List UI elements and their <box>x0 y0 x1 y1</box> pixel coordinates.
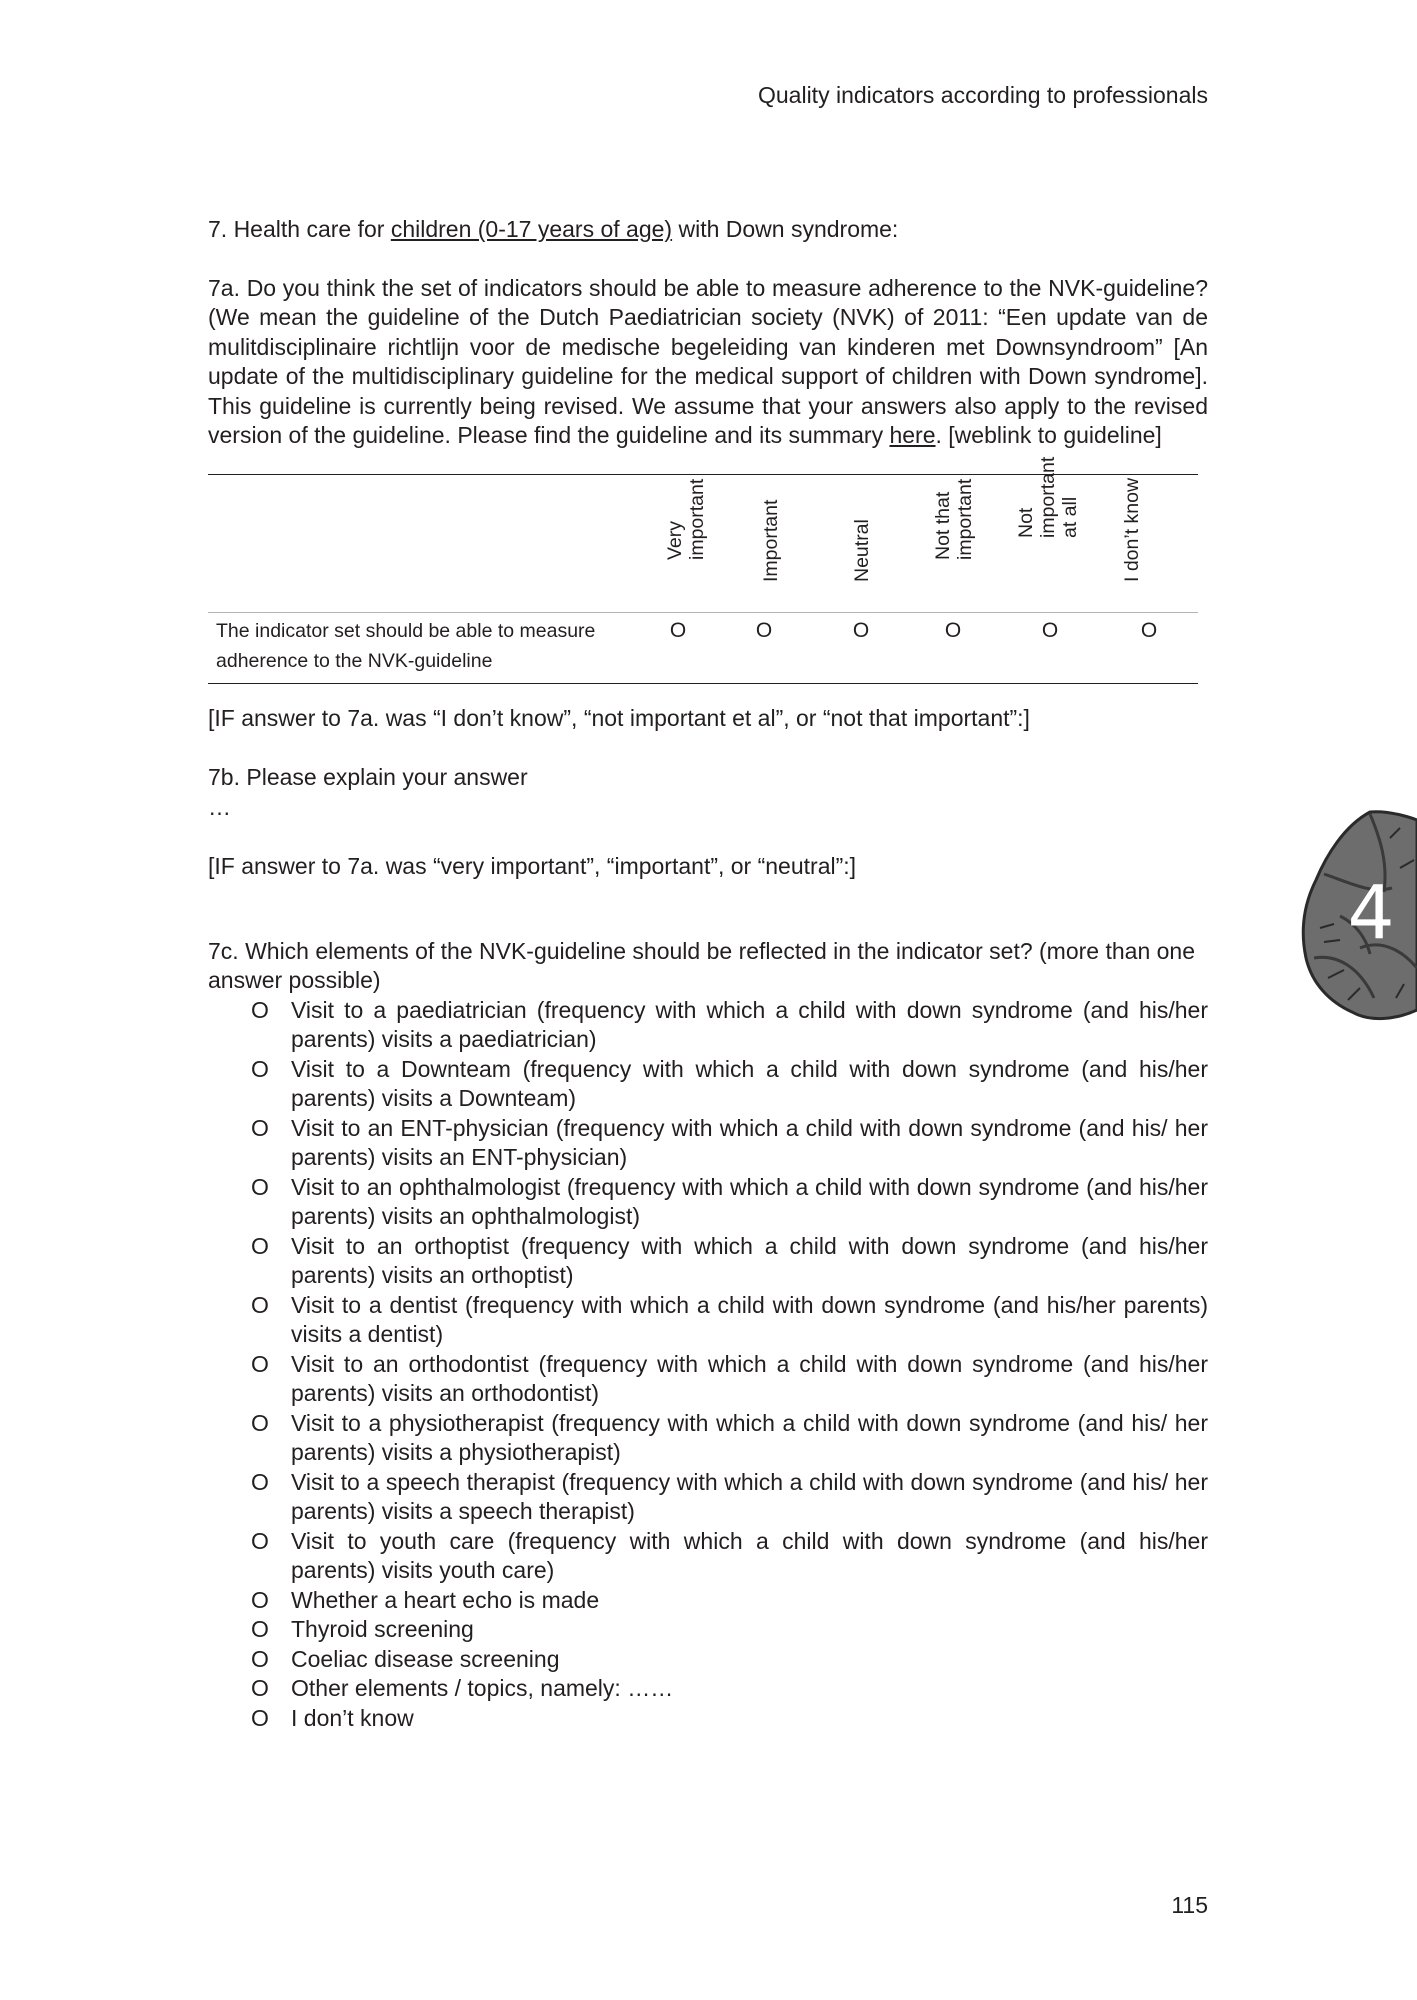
radio-not-that-important[interactable]: O <box>944 618 962 642</box>
chapter-tab <box>1300 808 1417 1023</box>
question-7-title: 7. Health care for children (0-17 years of age) with Down syndrome: <box>208 216 899 242</box>
condition-note-1: [IF answer to 7a. was “I don’t know”, “not important et al”, or “not that important”:] <box>208 704 1030 731</box>
list-item[interactable]: O Visit to a paediatrician (frequency with which a child with down syndrome (and his/her parents) visits a paediatrician) <box>251 996 1208 1052</box>
page-number: 115 <box>1171 1892 1208 1918</box>
radio-neutral[interactable]: O <box>852 618 870 642</box>
column-header: Not important at all <box>1015 456 1081 538</box>
checkbox-marker[interactable]: O <box>251 1055 269 1082</box>
checkbox-marker[interactable]: O <box>251 1468 269 1495</box>
checkbox-marker[interactable]: O <box>251 1291 269 1318</box>
list-item[interactable]: O Coeliac disease screening <box>208 1645 1208 1675</box>
answer-field-7b[interactable]: … <box>208 793 233 820</box>
table-divider <box>208 612 1198 613</box>
list-item[interactable]: O Other elements / topics, namely: …… <box>208 1674 1208 1704</box>
checkbox-marker[interactable]: O <box>251 1586 269 1613</box>
checkbox-marker[interactable]: O <box>251 996 269 1023</box>
list-item[interactable]: O Visit to a dentist (frequency with which a child with down syndrome (and his/her parents) visits a dentist) <box>251 1291 1208 1347</box>
checkbox-marker[interactable]: O <box>251 1173 269 1200</box>
list-item[interactable]: O Visit to a Downteam (frequency with which a child with down syndrome (and his/her parents) visits a Downteam) <box>251 1055 1208 1111</box>
guideline-link[interactable]: here <box>889 422 936 448</box>
column-header: I don’t know <box>1121 477 1143 582</box>
checkbox-marker[interactable]: O <box>251 1616 269 1642</box>
list-item[interactable]: O Visit to an ophthalmologist (frequency with which a child with down syndrome (and his/her parents) visits an ophthalmologist) <box>251 1173 1208 1229</box>
questionnaire-content <box>208 215 1208 1733</box>
question-7c-text: 7c. Which elements of the NVK-guideline should be reflected in the indicator set? (more than one answer possible) <box>208 937 1196 993</box>
column-header: Not that important <box>932 478 976 560</box>
checkbox-marker[interactable]: O <box>251 1675 269 1701</box>
radio-dont-know[interactable]: O <box>1140 618 1158 642</box>
column-header: Neutral <box>851 518 873 582</box>
running-header: Quality indicators according to professionals <box>757 82 1208 108</box>
option-list-7c <box>208 996 1208 1734</box>
condition-note-2: [IF answer to 7a. was “very important”, “important”, or “neutral”:] <box>208 853 857 879</box>
list-item[interactable]: O Visit to an orthodontist (frequency with which a child with down syndrome (and his/her parents) visits an orthodontist) <box>251 1350 1208 1406</box>
list-item[interactable]: O Visit to a physiotherapist (frequency with which a child with down syndrome (and his/ her parents) visits a physiotherapist) <box>251 1409 1208 1465</box>
list-item[interactable]: O Thyroid screening <box>208 1615 1208 1645</box>
list-item[interactable]: O Visit to a speech therapist (frequency with which a child with down syndrome (and his/ her parents) visits a speech therapist) <box>251 1468 1208 1524</box>
column-header: Important <box>760 499 782 582</box>
table-row-label: The indicator set should be able to measure adherence to the NVK-guideline <box>216 619 596 672</box>
checkbox-marker[interactable]: O <box>251 1527 269 1554</box>
checkbox-marker[interactable]: O <box>251 1704 269 1731</box>
list-item[interactable]: O Whether a heart echo is made <box>208 1586 1208 1616</box>
checkbox-marker[interactable]: O <box>251 1232 269 1259</box>
question-7a-text: 7a. Do you think the set of indicators should be able to measure adherence to the NVK-guideline? (We mean the guideline of the Dutch Paediatrician society (NVK) of 2011: “Een update van de mulitdisciplinaire richtlijn voor de medische begeleiding van kinderen met Downsyndroom” [An update of the multidisciplinary guideline for the medical support of children with Down syndrome]. This guideline is currently being revised. We assume that your answers also apply to the revised version of the guideline. Please find the guideline and its summary here. [weblink to guideline] <box>208 274 1208 448</box>
rating-table <box>208 456 1198 684</box>
list-item[interactable]: O Visit to an orthoptist (frequency with which a child with down syndrome (and his/her parents) visits an orthoptist) <box>251 1232 1208 1288</box>
radio-very-important[interactable]: O <box>669 618 687 642</box>
radio-not-important-at-all[interactable]: O <box>1041 618 1059 642</box>
rating-table-header <box>208 456 1198 612</box>
checkbox-marker[interactable]: O <box>251 1409 269 1436</box>
radio-important[interactable]: O <box>755 618 773 642</box>
checkbox-marker[interactable]: O <box>251 1114 269 1141</box>
chapter-number: 4 <box>1347 870 1395 956</box>
checkbox-marker[interactable]: O <box>251 1350 269 1377</box>
list-item[interactable]: O Visit to an ENT-physician (frequency with which a child with down syndrome (and his/ her parents) visits an ENT-physician) <box>251 1114 1208 1170</box>
list-item[interactable]: O Visit to youth care (frequency with which a child with down syndrome (and his/her parents) visits youth care) <box>251 1527 1208 1583</box>
list-item[interactable]: O I don’t know <box>208 1704 1208 1734</box>
checkbox-marker[interactable]: O <box>251 1645 269 1672</box>
column-header: Very important <box>664 478 708 560</box>
question-7b-text: 7b. Please explain your answer <box>208 764 528 790</box>
